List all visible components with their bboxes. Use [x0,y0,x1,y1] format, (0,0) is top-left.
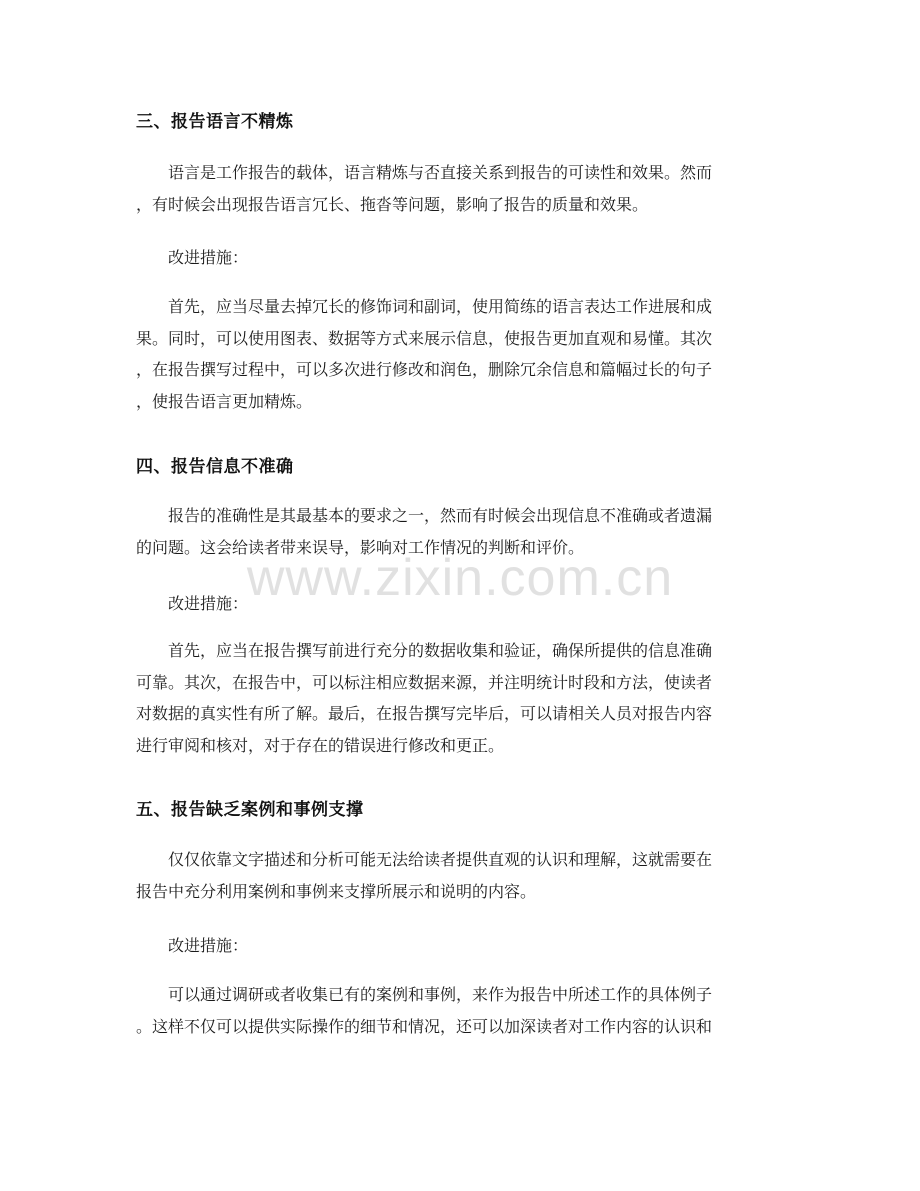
paragraph-line: ，使报告语言更加精炼。 [136,391,313,411]
paragraph-line: 进行审阅和核对，对于存在的错误进行修改和更正。 [136,735,505,755]
section-5-measures-label: 改进措施： [168,936,249,955]
paragraph-line: 果。同时，可以使用图表、数据等方式来展示信息，使报告更加直观和易懂。其次 [136,328,713,348]
paragraph-line: ，在报告撰写过程中，可以多次进行修改和润色，删除冗余信息和篇幅过长的句子 [136,360,713,379]
section-3-intro [136,157,784,220]
section-heading-4: 四、报告信息不准确 [136,457,294,477]
paragraph-line: 首先，应当在报告撰写前进行充分的数据收集和验证，确保所提供的信息准确 [168,641,713,660]
watermark: www.zixin.com.cn [246,549,674,607]
paragraph-line: 可靠。其次，在报告中，可以标注相应数据来源，并注明统计时段和方法，使读者 [136,672,713,692]
paragraph-line: 语言是工作报告的载体，语言精炼与否直接关系到报告的可读性和效果。然而 [168,163,713,182]
paragraph-line: 的问题。这会给读者带来误导，影响对工作情况的判断和评价。 [136,537,585,557]
paragraph-line: 可以通过调研或者收集已有的案例和事例，来作为报告中所述工作的具体例子 [168,985,713,1004]
section-heading-5: 五、报告缺乏案例和事例支撑 [136,800,364,820]
paragraph-line: ，有时候会出现报告语言冗长、拖沓等问题，影响了报告的质量和效果。 [136,194,649,214]
paragraph-line: 报告中充分利用案例和事例来支撑所展示和说明的内容。 [136,881,537,901]
paragraph-line: 仅仅依靠文字描述和分析可能无法给读者提供直观的认识和理解，这就需要在 [168,850,713,869]
paragraph-line: 对数据的真实性有所了解。最后，在报告撰写完毕后，可以请相关人员对报告内容 [136,704,713,723]
section-5-measures [136,979,784,1042]
section-5-intro [136,844,784,907]
paragraph-line: 报告的准确性是其最基本的要求之一，然而有时候会出现信息不准确或者遗漏 [168,506,713,525]
section-4-intro [136,500,784,563]
section-3-measures [136,291,784,417]
section-4-measures [136,635,784,761]
section-4-measures-label: 改进措施： [168,594,249,613]
paragraph-line: 首先，应当尽量去掉冗长的修饰词和副词，使用简练的语言表达工作进展和成 [168,297,713,316]
section-heading-3: 三、报告语言不精炼 [136,112,294,132]
section-3-measures-label: 改进措施： [168,248,249,267]
paragraph-line: 。这样不仅可以提供实际操作的细节和情况，还可以加深读者对工作内容的认识和 [136,1016,713,1036]
